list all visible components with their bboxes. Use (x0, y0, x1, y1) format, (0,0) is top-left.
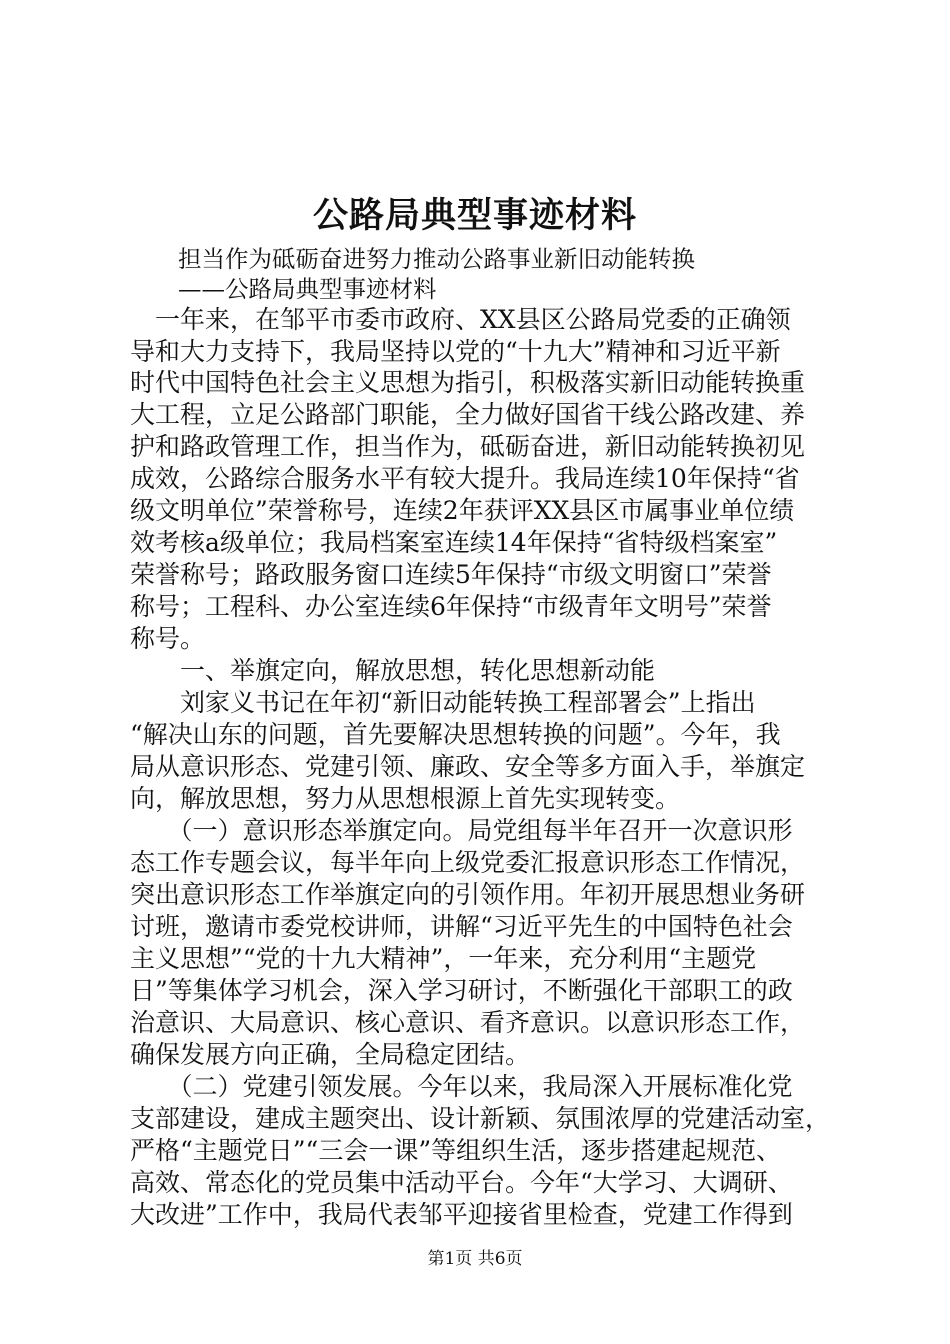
body-line: 大工程，立足公路部门职能，全力做好国省干线公路改建、养 (130, 400, 806, 429)
document-title: 公路局典型事迹材料 (312, 195, 637, 236)
body-line: 治意识、大局意识、核心意识、看齐意识。以意识形态工作， (130, 1008, 806, 1037)
body-line: 护和路政管理工作，担当作为，砥砺奋进，新旧动能转换初见 (130, 432, 806, 461)
body-line: 称号；工程科、办公室连续6年保持“市级青年文明号”荣誉 (130, 592, 772, 621)
body-line: 级文明单位”荣誉称号，连续2年获评XX县区市属事业单位绩 (130, 496, 795, 525)
document-byline: ——公路局典型事迹材料 (178, 275, 437, 303)
body-line: 导和大力支持下，我局坚持以党的“十九大”精神和习近平新 (130, 337, 781, 366)
body-line: 态工作专题会议，每半年向上级党委汇报意识形态工作情况， (130, 848, 806, 877)
body-line: 局从意识形态、党建引领、廉政、安全等多方面入手，举旗定 (130, 752, 806, 781)
body-line: 效考核a级单位；我局档案室连续14年保持“省特级档案室” (130, 528, 778, 557)
section-heading: 一、举旗定向，解放思想，转化思想新动能 (130, 656, 656, 685)
body-line: （一）意识形态举旗定向。局党组每半年召开一次意识形 (130, 816, 793, 845)
body-line: 称号。 (130, 624, 206, 653)
body-line: （二）党建引领发展。今年以来，我局深入开展标准化党 (130, 1072, 793, 1101)
body-line: “解决山东的问题，首先要解决思想转换的问题”。今年，我 (130, 720, 781, 749)
body-line: 成效，公路综合服务水平有较大提升。我局连续10年保持“省 (130, 464, 800, 493)
body-line: 大改进”工作中，我局代表邹平迎接省里检查，党建工作得到 (130, 1200, 793, 1229)
body-line: 一年来，在邹平市委市政府、XX县区公路局党委的正确领 (130, 305, 791, 334)
body-line: 荣誉称号；路政服务窗口连续5年保持“市级文明窗口”荣誉 (130, 560, 772, 589)
body-line: 主义思想”“党的十九大精神”，一年来，充分利用“主题党 (130, 944, 757, 973)
page-footer: 第1页 共6页 (427, 1249, 523, 1269)
body-line: 日”等集体学习机会，深入学习研讨，不断强化干部职工的政 (130, 976, 793, 1005)
body-line: 高效、常态化的党员集中活动平台。今年“大学习、大调研、 (130, 1168, 793, 1197)
body-line: 刘家义书记在年初“新旧动能转换工程部署会”上指出 (130, 688, 756, 717)
body-line: 向，解放思想，努力从思想根源上首先实现转变。 (130, 784, 681, 813)
body-line: 支部建设，建成主题突出、设计新颖、氛围浓厚的党建活动室， (130, 1104, 831, 1133)
body-line: 严格“主题党日”“三会一课”等组织生活，逐步搭建起规范、 (130, 1136, 782, 1165)
body-line: 讨班，邀请市委党校讲师，讲解“习近平先生的中国特色社会 (130, 912, 793, 941)
document-subtitle: 担当作为砥砺奋进努力推动公路事业新旧动能转换 (178, 245, 695, 273)
body-line: 突出意识形态工作举旗定向的引领作用。年初开展思想业务研 (130, 880, 806, 909)
body-line: 确保发展方向正确，全局稳定团结。 (130, 1040, 531, 1069)
body-line: 时代中国特色社会主义思想为指引，积极落实新旧动能转换重 (130, 368, 806, 397)
